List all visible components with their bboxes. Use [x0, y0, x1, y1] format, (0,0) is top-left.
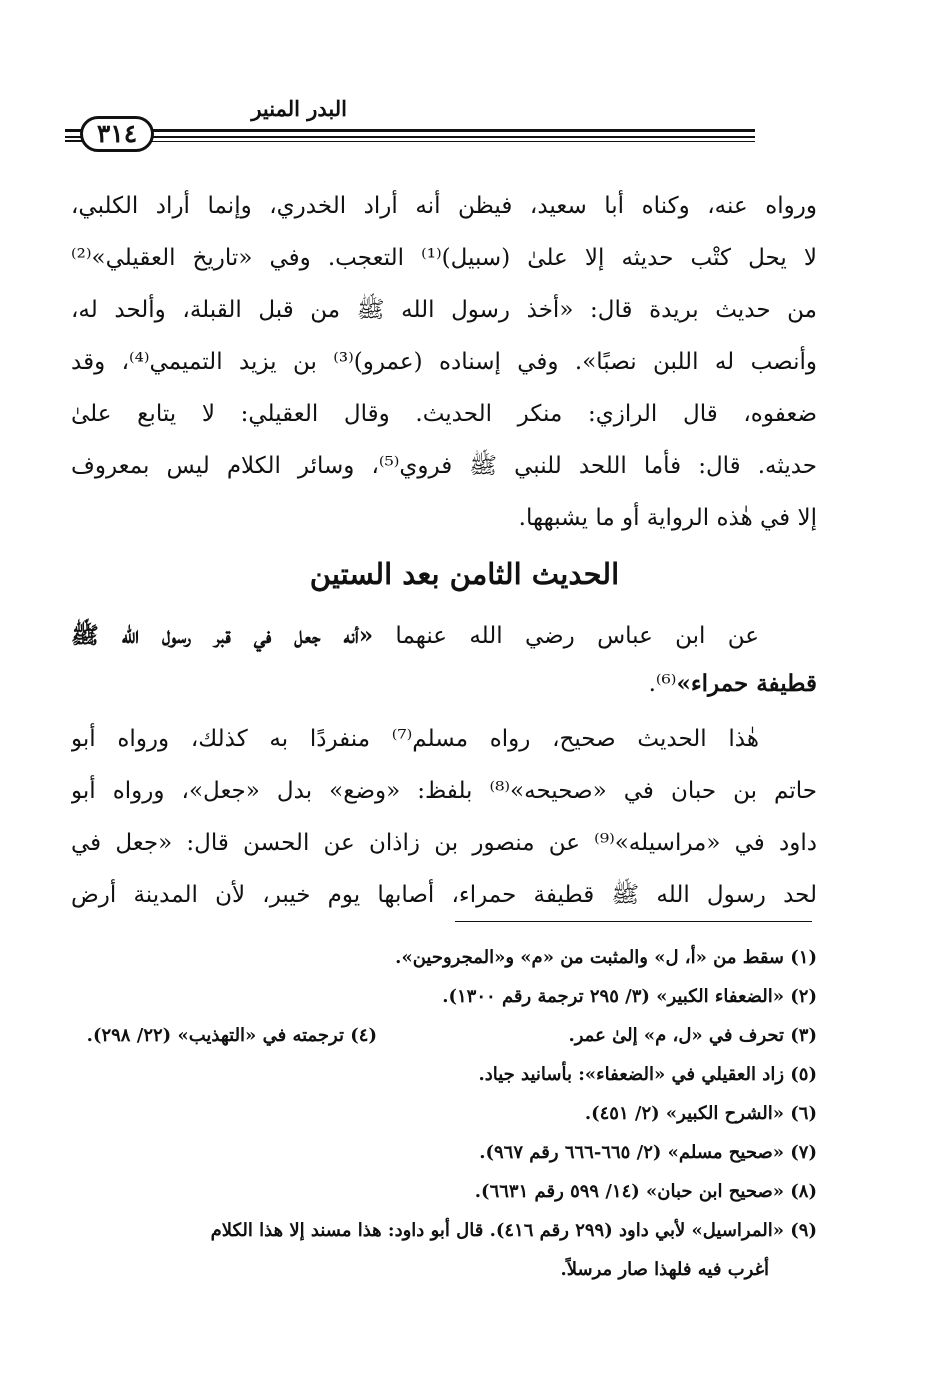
footnote-marker: ⁽⁶⁾.	[648, 671, 677, 697]
paragraph-3-line: لحد رسول الله ﷺ قطيفة حمراء، أصابها يوم خيبر، لأن المدينة أرض	[71, 882, 817, 908]
paragraph-1-line: حديثه. قال: فأما اللحد للنبي ﷺ فروي⁽⁵⁾، وسائر الكلام ليس بمعروف	[71, 453, 817, 479]
footnote-7: (٧) «صحيح مسلم» (٢/ ٦٦٥-٦٦٦ رقم ٩٦٧).	[479, 1142, 817, 1163]
paragraph-3-line: حاتم بن حبان في «صحيحه»⁽⁸⁾ بلفظ: «وضع» بدل «جعل»، ورواه أبو	[71, 778, 817, 804]
running-title: البدر المنير	[251, 96, 347, 121]
header-rule	[65, 127, 790, 145]
footnote-5: (٥) زاد العقيلي في «الضعفاء»: بأسانيد جياد.	[478, 1064, 817, 1085]
footnote-3: (٣) تحرف في «ل، م» إلىٰ عمر.	[568, 1025, 817, 1046]
footnote-8: (٨) «صحيح ابن حبان» (١٤/ ٥٩٩ رقم ٦٦٣١).	[474, 1181, 817, 1202]
footnote-6: (٦) «الشرح الكبير» (٢/ ٤٥١).	[584, 1103, 817, 1124]
footnote-2: (٢) «الضعفاء الكبير» (٣/ ٢٩٥ ترجمة رقم ١٣٠٠).	[442, 986, 817, 1007]
paragraph-2	[71, 612, 817, 708]
footnote-row-3-4	[71, 1016, 817, 1055]
paragraph-3	[71, 713, 817, 921]
paragraph-3-line: هٰذا الحديث صحيح، رواه مسلم⁽⁷⁾ منفردًا به كذلك، ورواه أبو	[71, 726, 759, 752]
footnote-separator	[455, 921, 812, 922]
paragraph-1-line: ضعفوه، قال الرازي: منكر الحديث. وقال العقيلي: لا يتابع علىٰ	[71, 401, 817, 427]
footnotes	[71, 938, 817, 1289]
paragraph-1-line: من حديث بريدة قال: «أخذ رسول الله ﷺ من قبل القبلة، وألحد له،	[71, 297, 817, 323]
paragraph-1	[71, 180, 817, 544]
header-rule-middle-line	[65, 136, 755, 138]
paragraph-3-line: داود في «مراسيله»⁽⁹⁾ عن منصور بن زاذان عن الحسن قال: «جعل في	[71, 830, 817, 856]
paragraph-2-line	[71, 660, 817, 708]
page-number: ٣١٤	[80, 116, 154, 152]
paragraph-1-line: وأنصب له اللبن نصبًا». وفي إسناده (عمرو)⁽³⁾ بن يزيد التميمي⁽⁴⁾، وقد	[71, 349, 817, 375]
section-heading: الحديث الثامن بعد الستين	[309, 557, 620, 591]
paragraph-1-line: ورواه عنه، وكناه أبا سعيد، فيظن أنه أراد الخدري، وإنما أراد الكلبي،	[71, 193, 817, 219]
header-rule-thin-line	[65, 141, 755, 142]
paragraph-2-line	[71, 612, 817, 660]
hadith-text-end: قطيفة حمراء»	[676, 670, 817, 697]
paragraph-1-line: لا يحل كتْب حديثه إلا علىٰ (سبيل)⁽¹⁾ التعجب. وفي «تاريخ العقيلي»⁽²⁾	[71, 245, 817, 271]
header-rule-thick-line	[65, 129, 755, 132]
paragraph-1-line: إلا في هٰذه الرواية أو ما يشبهها.	[518, 505, 817, 531]
footnote-4: (٤) ترجمته في «التهذيب» (٢٢/ ٢٩٨).	[86, 1025, 377, 1046]
hadith-intro: عن ابن عباس رضي الله عنهما	[373, 623, 759, 649]
hadith-text: «أنه جعل في قبر رسول الله ﷺ	[71, 622, 374, 649]
footnote-1: (١) سقط من «أ، ل» والمثبت من «م» و«المجروحين».	[395, 947, 817, 968]
footnote-9-continuation: أغرب فيه فلهذا صار مرسلاً.	[560, 1259, 769, 1280]
footnote-9: (٩) «المراسيل» لأبي داود (٢٩٩ رقم ٤١٦). قال أبو داود: هذا مسند إلا هذا الكلام	[210, 1220, 817, 1241]
